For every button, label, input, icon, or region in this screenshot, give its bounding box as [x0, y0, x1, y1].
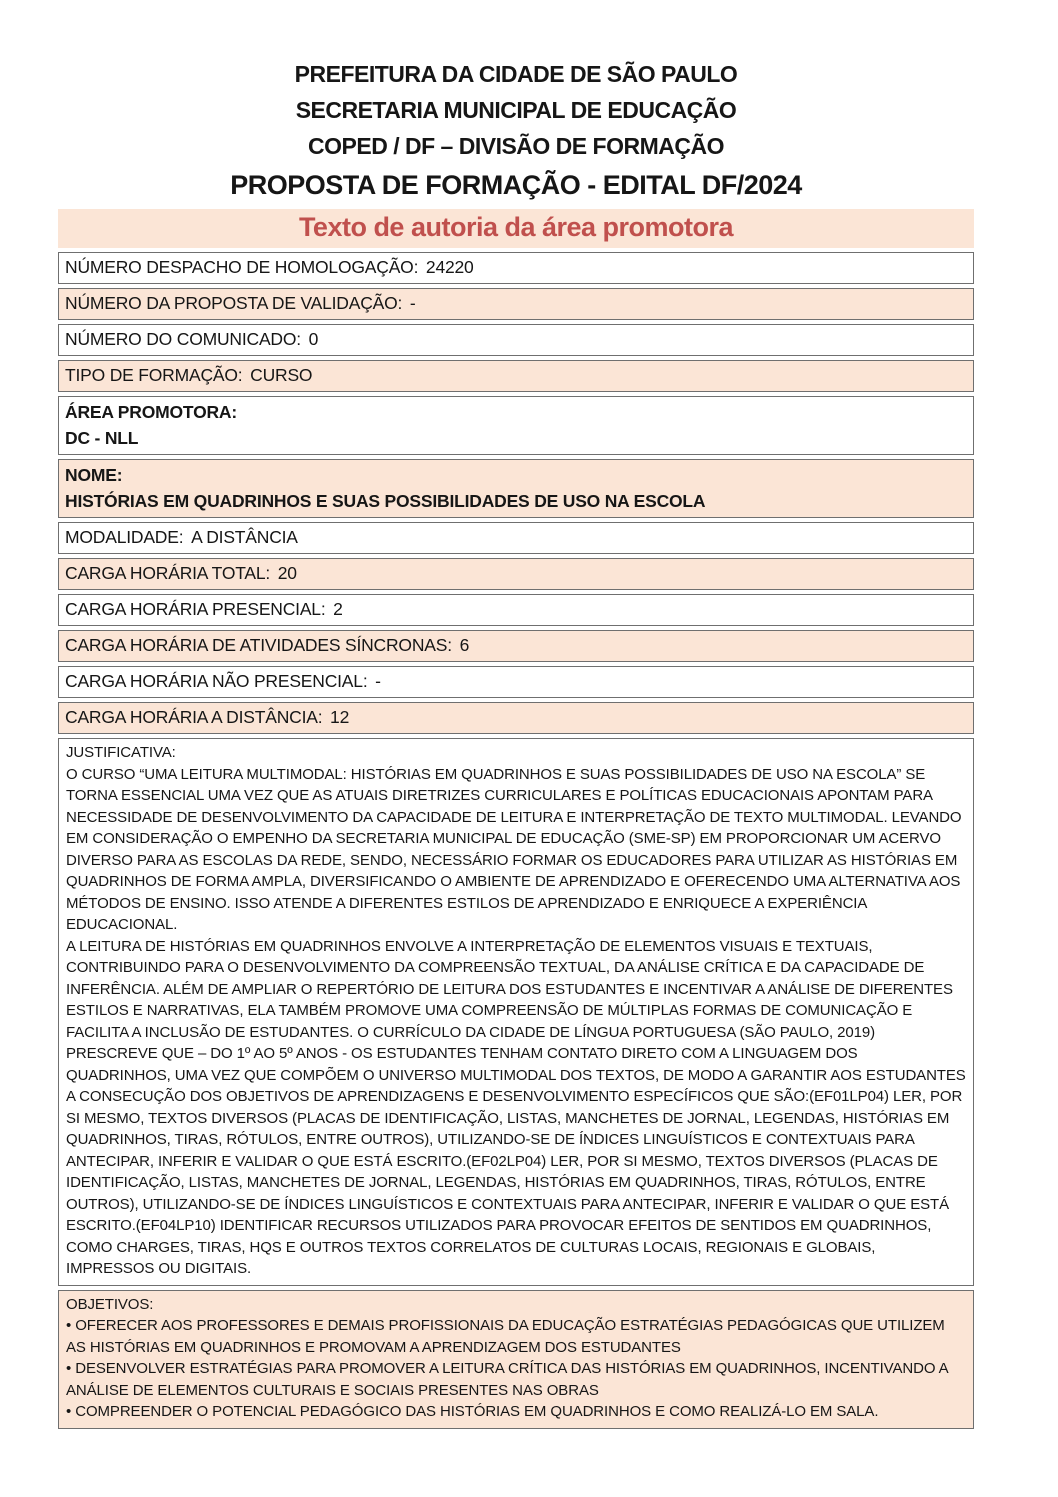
- field-row-area-promotora: [58, 396, 974, 455]
- field-label: NÚMERO DESPACHO DE HOMOLOGAÇÃO:: [65, 257, 419, 277]
- field-value: -: [409, 293, 416, 313]
- field-label: ÁREA PROMOTORA:: [65, 402, 238, 422]
- justificativa-label: JUSTIFICATIVA:: [66, 744, 176, 761]
- field-label: NÚMERO DO COMUNICADO:: [65, 329, 301, 349]
- field-value: 24220: [425, 257, 474, 277]
- banner-title: Texto de autoria da área promotora: [298, 212, 734, 242]
- field-label: CARGA HORÁRIA PRESENCIAL:: [65, 599, 326, 619]
- header-line-proposta: PROPOSTA DE FORMAÇÃO - EDITAL DF/2024: [230, 170, 802, 200]
- header-line-coped: COPED / DF – DIVISÃO DE FORMAÇÃO: [308, 133, 724, 159]
- field-value: 0: [308, 329, 319, 349]
- objetivos-item: • DESENVOLVER ESTRATÉGIAS PARA PROMOVER A LEITURA CRÍTICA DAS HISTÓRIAS EM QUADRINHOS, INCENTIVANDO A ANÁLISE DE ELEMENTOS CULTURAIS E SOCIAIS PRESENTES NAS OBRAS: [66, 1360, 948, 1399]
- justificativa-paragraph: O CURSO “UMA LEITURA MULTIMODAL: HISTÓRIAS EM QUADRINHOS E SUAS POSSIBILIDADES DE USO NA ESCOLA” SE TORNA ESSENCIAL UMA VEZ QUE AS ATUAIS DIRETRIZES CURRICULARES E POLÍTICAS EDUCACIONAIS APONTAM PARA NECESSIDADE DE DESENVOLVIMENTO DA CAPACIDADE DE LEITURA E INTERPRETAÇÃO DE TEXTO MULTIMODAL. LEVANDO EM CONSIDERAÇÃO O EMPENHO DA SECRETARIA MUNICIPAL DE EDUCAÇÃO (SME-SP) EM PROPORCIONAR UM ACERVO DIVERSO PARA AS ESCOLAS DA REDE, SENDO, NECESSÁRIO FORMAR OS EDUCADORES PARA UTILIZAR AS HISTÓRIAS EM QUADRINHOS DE FORMA AMPLA, DIVERSIFICANDO O AMBIENTE DE APRENDIZADO E OFERECENDO UMA ALTERNATIVA AOS MÉTODOS DE ENSINO. ISSO ATENDE A DIFERENTES ESTILOS DE APRENDIZADO E ENRIQUECE A EXPERIÊNCIA EDUCACIONAL.: [66, 765, 962, 933]
- field-value: DC - NLL: [65, 428, 139, 448]
- field-label: MODALIDADE:: [65, 527, 184, 547]
- header-line-prefeitura: PREFEITURA DA CIDADE DE SÃO PAULO: [294, 61, 738, 87]
- field-row-nome: [58, 459, 974, 518]
- objetivos-item: • COMPREENDER O POTENCIAL PEDAGÓGICO DAS HISTÓRIAS EM QUADRINHOS E COMO REALIZÁ-LO EM SALA.: [66, 1403, 879, 1420]
- field-row-numero-comunicado: [58, 324, 974, 356]
- header-line-secretaria: SECRETARIA MUNICIPAL DE EDUCAÇÃO: [295, 97, 737, 123]
- justificativa-paragraph: A LEITURA DE HISTÓRIAS EM QUADRINHOS ENVOLVE A INTERPRETAÇÃO DE ELEMENTOS VISUAIS E TEXTUAIS, CONTRIBUINDO PARA O DESENVOLVIMENTO DA COMPREENSÃO TEXTUAL, DA ANÁLISE CRÍTICA E DA CAPACIDADE DE INFERÊNCIA. ALÉM DE AMPLIAR O REPERTÓRIO DE LEITURA DOS ESTUDANTES E INCENTIVAR A ANÁLISE DE DIFERENTES ESTILOS E NARRATIVAS, ELA TAMBÉM PROMOVE UMA COMPREENSÃO DE MÚLTIPLAS FORMAS DE COMUNICAÇÃO E FACILITA A INCLUSÃO DE ESTUDANTES. O CURRÍCULO DA CIDADE DE LÍNGUA PORTUGUESA (SÃO PAULO, 2019) PRESCREVE QUE – DO 1º AO 5º ANOS - OS ESTUDANTES TENHAM CONTATO DIRETO COM A LINGUAGEM DOS QUADRINHOS, UMA VEZ QUE COMPÕEM O UNIVERSO MULTIMODAL DOS TEXTOS, DE MODO A GARANTIR AOS ESTUDANTES A CONSECUÇÃO DOS OBJETIVOS DE APRENDIZAGENS E DESENVOLVIMENTO ESPECÍFICOS QUE SÃO:(EF01LP04) LER, POR SI MESMO, TEXTOS DIVERSOS (PLACAS DE IDENTIFICAÇÃO, LISTAS, MANCHETES DE JORNAL, LEGENDAS, HISTÓRIAS EM QUADRINHOS, TIRAS, RÓTULOS, ENTRE OUTROS), UTILIZANDO-SE DE ÍNDICES LINGUÍSTICOS E CONTEXTUAIS PARA ANTECIPAR, INFERIR E VALIDAR O QUE ESTÁ ESCRITO.(EF02LP04) LER, POR SI MESMO, TEXTOS DIVERSOS (PLACAS DE IDENTIFICAÇÃO, LISTAS, MANCHETES DE JORNAL, LEGENDAS, HISTÓRIAS EM QUADRINHOS, TIRAS, RÓTULOS, ENTRE OUTROS), UTILIZANDO-SE DE ÍNDICES LINGUÍSTICOS E CONTEXTUAIS PARA ANTECIPAR, INFERIR E VALIDAR O QUE ESTÁ ESCRITO.(EF04LP10) IDENTIFICAR RECURSOS UTILIZADOS PARA PROVOCAR EFEITOS DE SENTIDOS EM QUADRINHOS, COMO CHARGES, TIRAS, HQS E OUTROS TEXTOS CORRELATOS DE CULTURAS LOCAIS, REGIONAIS E GLOBAIS, IMPRESSOS OU DIGITAIS.: [66, 937, 966, 1277]
- field-value: -: [375, 671, 381, 691]
- field-label: CARGA HORÁRIA TOTAL:: [65, 563, 271, 583]
- field-value: A DISTÂNCIA: [191, 527, 298, 547]
- field-row-numero-proposta: [58, 288, 974, 320]
- field-row-carga-total: [58, 558, 974, 590]
- field-label: CARGA HORÁRIA A DISTÂNCIA:: [65, 707, 323, 727]
- field-row-carga-sincronas: [58, 630, 974, 662]
- field-row-carga-nao-presencial: [58, 666, 974, 698]
- field-value: 20: [277, 563, 297, 583]
- justificativa-section: [58, 738, 974, 1286]
- objetivos-label: OBJETIVOS:: [66, 1295, 154, 1313]
- field-row-carga-presencial: [58, 594, 974, 626]
- document-header: [58, 56, 974, 206]
- field-label: CARGA HORÁRIA NÃO PRESENCIAL:: [65, 671, 368, 691]
- objetivos-item: • OFERECER AOS PROFESSORES E DEMAIS PROFISSIONAIS DA EDUCAÇÃO ESTRATÉGIAS PEDAGÓGICAS QUE UTILIZEM AS HISTÓRIAS EM QUADRINHOS E PROMOVAM A APRENDIZAGEM DOS ESTUDANTES: [66, 1317, 945, 1356]
- field-value: HISTÓRIAS EM QUADRINHOS E SUAS POSSIBILIDADES DE USO NA ESCOLA: [65, 491, 706, 511]
- field-label: TIPO DE FORMAÇÃO:: [65, 365, 243, 385]
- field-value: 6: [459, 635, 470, 655]
- field-label: NOME:: [65, 465, 123, 485]
- field-value: CURSO: [250, 365, 313, 385]
- fields-table: [58, 252, 974, 734]
- field-value: 12: [330, 707, 350, 727]
- field-row-modalidade: [58, 522, 974, 554]
- field-label: CARGA HORÁRIA DE ATIVIDADES SÍNCRONAS:: [65, 635, 452, 655]
- field-row-carga-distancia: [58, 702, 974, 734]
- field-value: 2: [333, 599, 343, 619]
- field-row-tipo-formacao: [58, 360, 974, 392]
- field-row-numero-despacho: [58, 252, 974, 284]
- objetivos-section: [58, 1290, 974, 1429]
- authorship-banner: [58, 209, 974, 248]
- field-label: NÚMERO DA PROPOSTA DE VALIDAÇÃO:: [65, 293, 403, 313]
